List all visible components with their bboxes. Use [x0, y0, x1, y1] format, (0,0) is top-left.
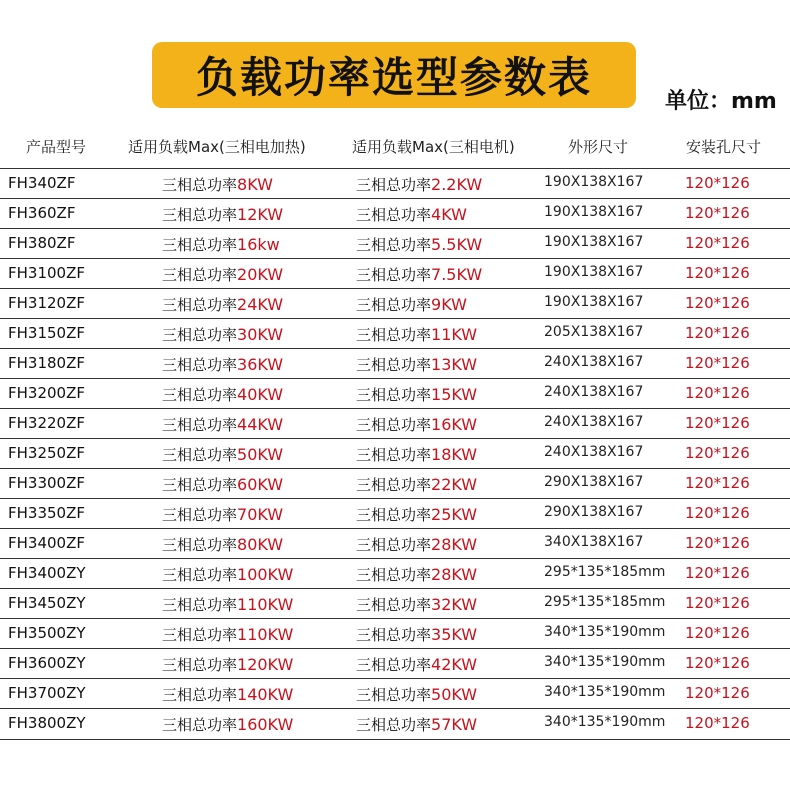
- power-prefix: 三相总功率: [162, 566, 238, 584]
- hole-size-cell: 120*126: [685, 504, 750, 522]
- motor-load-cell: [356, 594, 477, 615]
- motor-load-value: 16KW: [431, 415, 478, 434]
- heat-load-cell: [162, 564, 293, 585]
- heat-load-value: 30KW: [237, 325, 284, 344]
- power-prefix: 三相总功率: [162, 656, 238, 674]
- heat-load-cell: [162, 204, 283, 225]
- motor-load-value: 7.5KW: [431, 265, 483, 284]
- motor-load-value: 42KW: [431, 655, 478, 674]
- dimension-cell: 240X138X167: [544, 414, 644, 430]
- dimension-cell: 295*135*185mm: [544, 564, 666, 580]
- power-prefix: 三相总功率: [162, 356, 238, 374]
- table-row: [0, 378, 790, 408]
- dimension-cell: 340*135*190mm: [544, 714, 666, 730]
- hole-size-cell: 120*126: [685, 264, 750, 282]
- heat-load-cell: [162, 474, 283, 495]
- power-prefix: 三相总功率: [356, 506, 432, 524]
- heat-load-value: 12KW: [237, 205, 284, 224]
- power-prefix: 三相总功率: [162, 326, 238, 344]
- model-cell: FH3400ZY: [8, 564, 86, 582]
- motor-load-value: 13KW: [431, 355, 478, 374]
- dimension-cell: 190X138X167: [544, 204, 644, 220]
- motor-load-cell: [356, 714, 477, 735]
- motor-load-value: 28KW: [431, 565, 478, 584]
- model-cell: FH3180ZF: [8, 354, 85, 372]
- motor-load-value: 35KW: [431, 625, 478, 644]
- table-row: [0, 678, 790, 708]
- header-dimensions: 外形尺寸: [568, 138, 629, 156]
- power-prefix: 三相总功率: [162, 236, 238, 254]
- power-prefix: 三相总功率: [162, 596, 238, 614]
- motor-load-value: 4KW: [431, 205, 467, 224]
- table-row: [0, 198, 790, 228]
- power-prefix: 三相总功率: [162, 716, 238, 734]
- heat-load-value: 160KW: [237, 715, 294, 734]
- power-prefix: 三相总功率: [356, 356, 432, 374]
- dimension-cell: 340X138X167: [544, 534, 644, 550]
- power-prefix: 三相总功率: [162, 386, 238, 404]
- power-prefix: 三相总功率: [162, 626, 238, 644]
- heat-load-value: 100KW: [237, 565, 294, 584]
- table-row: [0, 588, 790, 618]
- hole-size-cell: 120*126: [685, 534, 750, 552]
- motor-load-value: 50KW: [431, 685, 478, 704]
- model-cell: FH3400ZF: [8, 534, 85, 552]
- model-cell: FH3500ZY: [8, 624, 86, 642]
- heat-load-cell: [162, 174, 273, 195]
- motor-load-value: 22KW: [431, 475, 478, 494]
- table-row: [0, 258, 790, 288]
- heat-load-cell: [162, 264, 283, 285]
- unit-label: 单位：mm: [665, 89, 777, 114]
- dimension-cell: 290X138X167: [544, 504, 644, 520]
- power-prefix: 三相总功率: [356, 386, 432, 404]
- power-prefix: 三相总功率: [356, 536, 432, 554]
- heat-load-cell: [162, 354, 283, 375]
- power-prefix: 三相总功率: [356, 176, 432, 194]
- heat-load-cell: [162, 684, 293, 705]
- dimension-cell: 190X138X167: [544, 294, 644, 310]
- motor-load-cell: [356, 444, 477, 465]
- title-banner: [152, 42, 636, 108]
- model-cell: FH3250ZF: [8, 444, 85, 462]
- heat-load-cell: [162, 504, 283, 525]
- motor-load-cell: [356, 414, 477, 435]
- motor-load-value: 2.2KW: [431, 175, 483, 194]
- motor-load-cell: [356, 354, 477, 375]
- motor-load-value: 32KW: [431, 595, 478, 614]
- heat-load-value: 70KW: [237, 505, 284, 524]
- hole-size-cell: 120*126: [685, 384, 750, 402]
- motor-load-value: 9KW: [431, 295, 467, 314]
- model-cell: FH3220ZF: [8, 414, 85, 432]
- hole-size-cell: 120*126: [685, 474, 750, 492]
- heat-load-cell: [162, 714, 293, 735]
- heat-load-cell: [162, 444, 283, 465]
- model-cell: FH3200ZF: [8, 384, 85, 402]
- dimension-cell: 240X138X167: [544, 384, 644, 400]
- heat-load-value: 60KW: [237, 475, 284, 494]
- table-row: [0, 558, 790, 588]
- heat-load-cell: [162, 534, 283, 555]
- heat-load-value: 44KW: [237, 415, 284, 434]
- motor-load-cell: [356, 264, 482, 285]
- power-prefix: 三相总功率: [356, 596, 432, 614]
- model-cell: FH3150ZF: [8, 324, 85, 342]
- hole-size-cell: 120*126: [685, 294, 750, 312]
- table-row: [0, 648, 790, 678]
- power-prefix: 三相总功率: [356, 416, 432, 434]
- motor-load-value: 57KW: [431, 715, 478, 734]
- dimension-cell: 190X138X167: [544, 174, 644, 190]
- header-heat-load: 适用负载Max(三相电加热): [128, 138, 306, 156]
- header-hole-size: 安装孔尺寸: [686, 138, 762, 156]
- hole-size-cell: 120*126: [685, 444, 750, 462]
- heat-load-value: 16kw: [237, 235, 280, 254]
- page-title: 负载功率选型参数表: [195, 53, 592, 102]
- table-row: [0, 708, 790, 740]
- table-row: [0, 228, 790, 258]
- motor-load-cell: [356, 564, 477, 585]
- hole-size-cell: 120*126: [685, 564, 750, 582]
- power-prefix: 三相总功率: [356, 236, 432, 254]
- motor-load-cell: [356, 324, 477, 345]
- dimension-cell: 240X138X167: [544, 354, 644, 370]
- hole-size-cell: 120*126: [685, 204, 750, 222]
- motor-load-value: 18KW: [431, 445, 478, 464]
- hole-size-cell: 120*126: [685, 414, 750, 432]
- motor-load-value: 15KW: [431, 385, 478, 404]
- model-cell: FH3600ZY: [8, 654, 86, 672]
- hole-size-cell: 120*126: [685, 714, 750, 732]
- power-prefix: 三相总功率: [356, 566, 432, 584]
- heat-load-cell: [162, 324, 283, 345]
- table-row: [0, 438, 790, 468]
- dimension-cell: 190X138X167: [544, 234, 644, 250]
- power-prefix: 三相总功率: [356, 296, 432, 314]
- power-prefix: 三相总功率: [356, 656, 432, 674]
- table-row: [0, 318, 790, 348]
- motor-load-cell: [356, 234, 482, 255]
- power-prefix: 三相总功率: [356, 716, 432, 734]
- motor-load-cell: [356, 684, 477, 705]
- table-row: [0, 528, 790, 558]
- heat-load-cell: [162, 624, 293, 645]
- heat-load-cell: [162, 294, 283, 315]
- model-cell: FH3300ZF: [8, 474, 85, 492]
- heat-load-value: 110KW: [237, 595, 294, 614]
- dimension-cell: 340*135*190mm: [544, 654, 666, 670]
- hole-size-cell: 120*126: [685, 234, 750, 252]
- hole-size-cell: 120*126: [685, 654, 750, 672]
- table-body: [0, 168, 790, 740]
- heat-load-cell: [162, 384, 283, 405]
- motor-load-value: 11KW: [431, 325, 478, 344]
- power-prefix: 三相总功率: [356, 626, 432, 644]
- motor-load-cell: [356, 204, 467, 225]
- header-model: 产品型号: [26, 138, 87, 156]
- model-cell: FH380ZF: [8, 234, 76, 252]
- heat-load-value: 8KW: [237, 175, 273, 194]
- power-prefix: 三相总功率: [162, 176, 238, 194]
- heat-load-value: 50KW: [237, 445, 284, 464]
- table-row: [0, 468, 790, 498]
- table-row: [0, 408, 790, 438]
- model-cell: FH3120ZF: [8, 294, 85, 312]
- motor-load-cell: [356, 624, 477, 645]
- model-cell: FH3800ZY: [8, 714, 86, 732]
- motor-load-cell: [356, 534, 477, 555]
- table-row: [0, 288, 790, 318]
- motor-load-value: 25KW: [431, 505, 478, 524]
- model-cell: FH3450ZY: [8, 594, 86, 612]
- heat-load-value: 140KW: [237, 685, 294, 704]
- power-prefix: 三相总功率: [356, 476, 432, 494]
- power-prefix: 三相总功率: [162, 476, 238, 494]
- model-cell: FH3700ZY: [8, 684, 86, 702]
- power-prefix: 三相总功率: [356, 686, 432, 704]
- dimension-cell: 340*135*190mm: [544, 624, 666, 640]
- hole-size-cell: 120*126: [685, 324, 750, 342]
- power-prefix: 三相总功率: [162, 446, 238, 464]
- dimension-cell: 295*135*185mm: [544, 594, 666, 610]
- motor-load-value: 5.5KW: [431, 235, 483, 254]
- heat-load-value: 40KW: [237, 385, 284, 404]
- motor-load-cell: [356, 294, 467, 315]
- heat-load-value: 36KW: [237, 355, 284, 374]
- model-cell: FH360ZF: [8, 204, 76, 222]
- motor-load-cell: [356, 474, 477, 495]
- power-prefix: 三相总功率: [356, 446, 432, 464]
- table-row: [0, 348, 790, 378]
- heat-load-value: 120KW: [237, 655, 294, 674]
- power-prefix: 三相总功率: [162, 206, 238, 224]
- heat-load-cell: [162, 234, 280, 255]
- hole-size-cell: 120*126: [685, 174, 750, 192]
- motor-load-value: 28KW: [431, 535, 478, 554]
- motor-load-cell: [356, 174, 482, 195]
- model-cell: FH340ZF: [8, 174, 76, 192]
- table-row: [0, 618, 790, 648]
- power-prefix: 三相总功率: [162, 506, 238, 524]
- hole-size-cell: 120*126: [685, 594, 750, 612]
- motor-load-cell: [356, 504, 477, 525]
- heat-load-value: 24KW: [237, 295, 284, 314]
- heat-load-value: 80KW: [237, 535, 284, 554]
- heat-load-cell: [162, 414, 283, 435]
- hole-size-cell: 120*126: [685, 684, 750, 702]
- model-cell: FH3100ZF: [8, 264, 85, 282]
- dimension-cell: 240X138X167: [544, 444, 644, 460]
- power-prefix: 三相总功率: [356, 326, 432, 344]
- dimension-cell: 290X138X167: [544, 474, 644, 490]
- power-prefix: 三相总功率: [162, 686, 238, 704]
- power-prefix: 三相总功率: [356, 266, 432, 284]
- dimension-cell: 205X138X167: [544, 324, 644, 340]
- dimension-cell: 190X138X167: [544, 264, 644, 280]
- power-prefix: 三相总功率: [162, 416, 238, 434]
- table-row: [0, 168, 790, 198]
- dimension-cell: 340*135*190mm: [544, 684, 666, 700]
- heat-load-value: 20KW: [237, 265, 284, 284]
- header-motor-load: 适用负载Max(三相电机): [352, 138, 515, 156]
- motor-load-cell: [356, 654, 477, 675]
- model-cell: FH3350ZF: [8, 504, 85, 522]
- table-header: [0, 136, 790, 160]
- table-row: [0, 498, 790, 528]
- power-prefix: 三相总功率: [356, 206, 432, 224]
- power-prefix: 三相总功率: [162, 536, 238, 554]
- heat-load-cell: [162, 654, 293, 675]
- heat-load-value: 110KW: [237, 625, 294, 644]
- hole-size-cell: 120*126: [685, 624, 750, 642]
- hole-size-cell: 120*126: [685, 354, 750, 372]
- motor-load-cell: [356, 384, 477, 405]
- power-prefix: 三相总功率: [162, 296, 238, 314]
- power-prefix: 三相总功率: [162, 266, 238, 284]
- heat-load-cell: [162, 594, 293, 615]
